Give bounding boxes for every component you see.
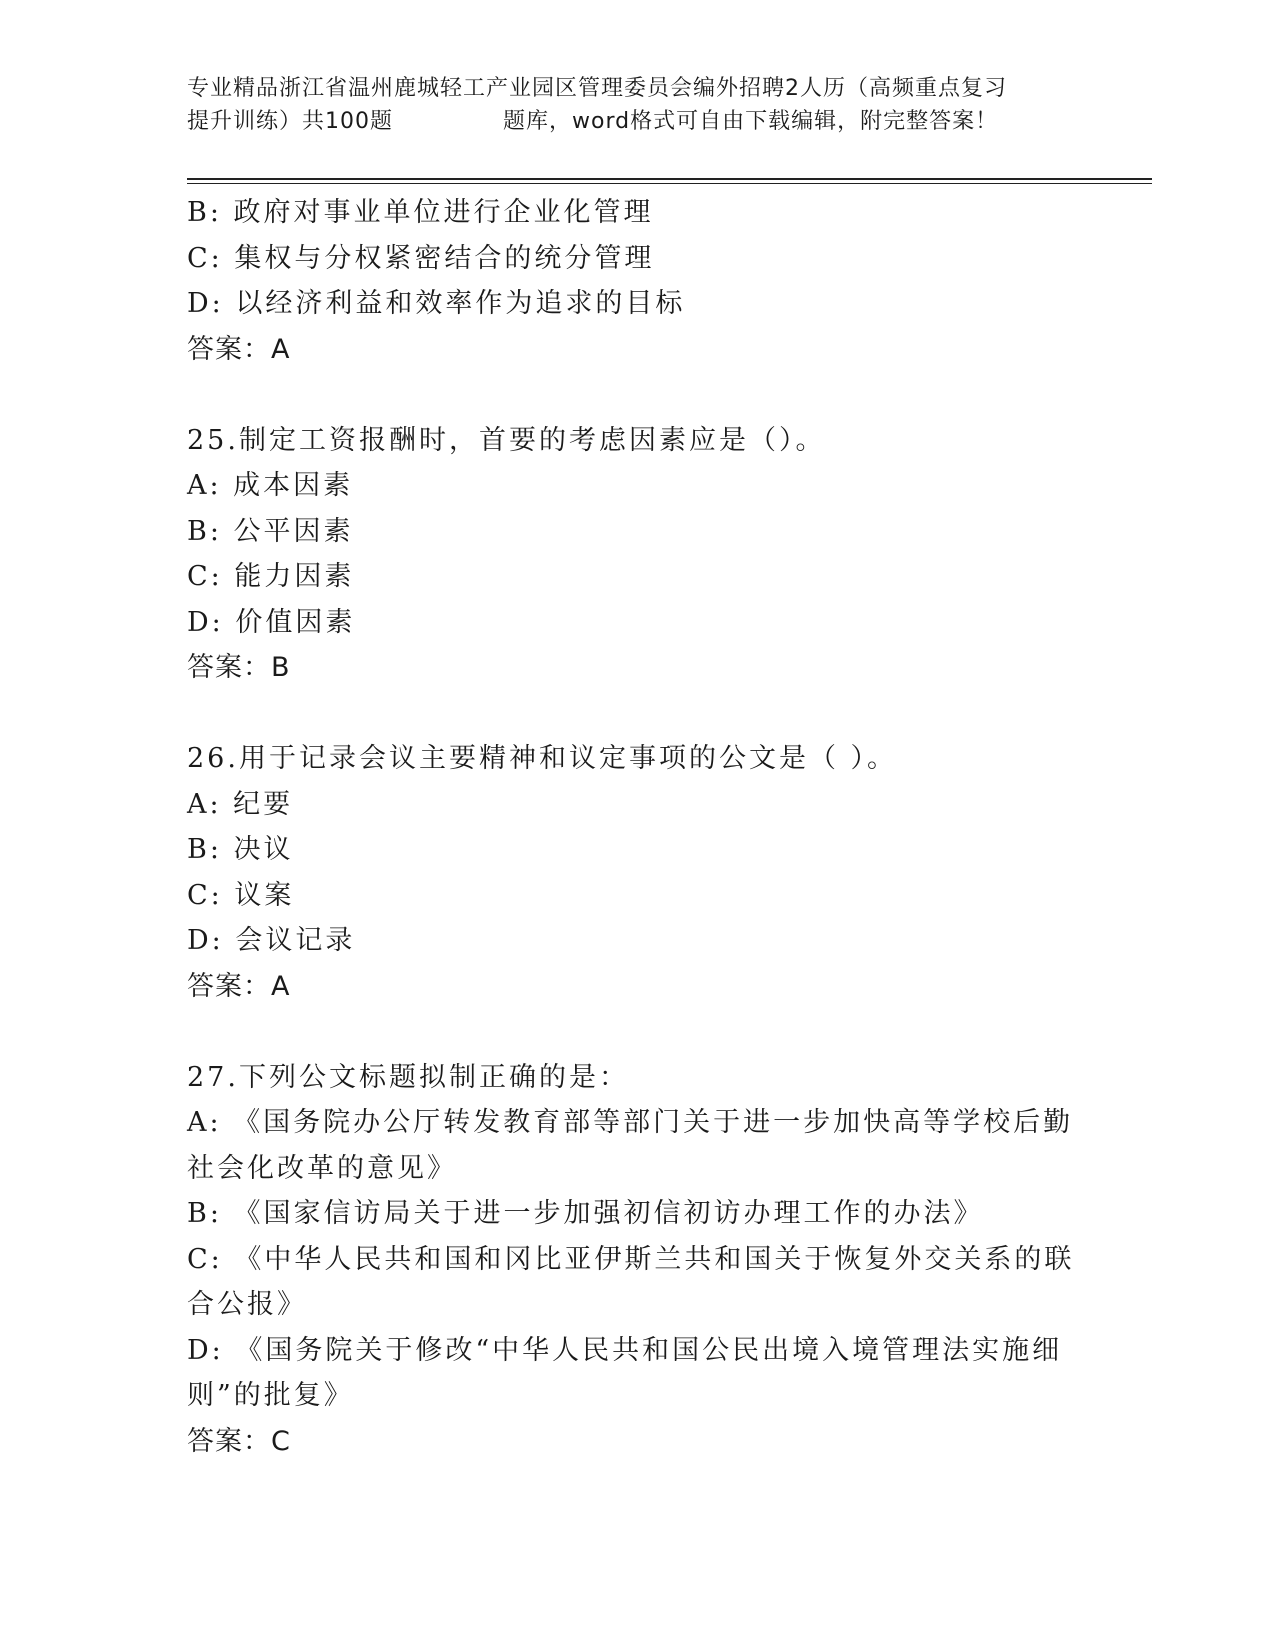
header-line-1: 专业精品浙江省温州鹿城轻工产业园区管理委员会编外招聘2人历（高频重点复习 (187, 76, 1007, 101)
header-line-2-right: 题库，word格式可自由下载编辑，附完整答案！ (503, 109, 999, 134)
header-line-2-left: 提升训练）共100题 (187, 109, 393, 134)
document-header (187, 72, 1087, 138)
answer: 答案：B (187, 652, 291, 683)
question-25 (187, 418, 1087, 691)
option-d: D: 会议记录 (187, 925, 356, 956)
option-b: B: 公平因素 (187, 515, 354, 547)
option-b: B: 决议 (187, 834, 294, 865)
header-divider-thick (187, 178, 1152, 180)
option-c: C: 《中华人民共和国和冈比亚伊斯兰共和国关于恢复外交关系的联合公报》 (187, 1243, 1075, 1320)
option-c: C: 集权与分权紧密结合的统分管理 (187, 242, 655, 274)
question-27 (187, 1055, 1087, 1465)
answer: 答案：A (187, 333, 291, 365)
option-d: D: 以经济利益和效率作为追求的目标 (187, 288, 686, 319)
question-content (187, 190, 1087, 1464)
question-stem: 25.制定工资报酬时，首要的考虑因素应是（）。 (187, 424, 826, 456)
option-b: B: 政府对事业单位进行企业化管理 (187, 197, 654, 228)
answer: 答案：C (187, 1425, 291, 1457)
option-a: A: 纪要 (187, 788, 294, 820)
answer: 答案：A (187, 970, 291, 1002)
question-stem: 26.用于记录会议主要精神和议定事项的公文是（ ）。 (187, 743, 898, 774)
option-c: C: 能力因素 (187, 561, 355, 592)
header-divider-thin (187, 183, 1152, 184)
option-c: C: 议案 (187, 879, 295, 911)
option-d: D: 《国务院关于修改“中华人民共和国公民出境入境管理法实施细则”的批复》 (187, 1334, 1063, 1411)
option-d: D: 价值因素 (187, 606, 356, 638)
option-a: A: 成本因素 (187, 470, 354, 501)
header-line-2 (187, 105, 1087, 138)
option-b: B: 《国家信访局关于进一步加强初信初访办理工作的办法》 (187, 1198, 984, 1229)
prev-question-block (187, 190, 1087, 372)
option-a: A: 《国务院办公厅转发教育部等部门关于进一步加快高等学校后勤社会化改革的意见》 (187, 1107, 1074, 1184)
question-26 (187, 736, 1087, 1009)
question-stem: 27.下列公文标题拟制正确的是： (187, 1061, 629, 1093)
